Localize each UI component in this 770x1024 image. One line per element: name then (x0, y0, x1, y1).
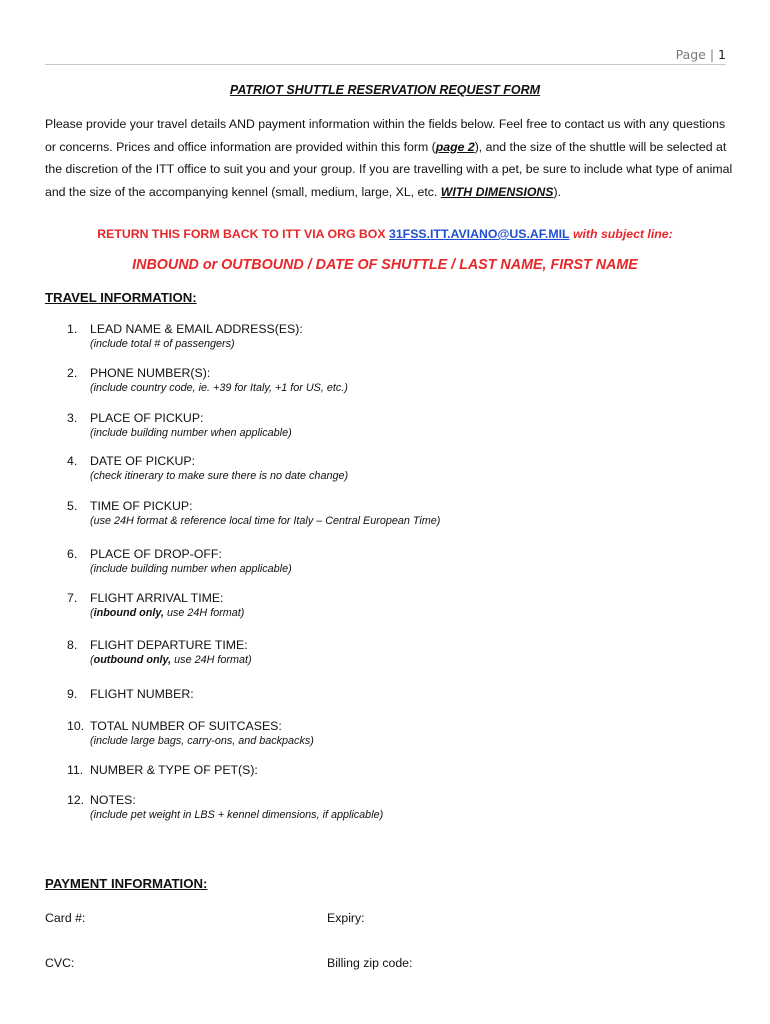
org-box-email-link[interactable]: 31FSS.ITT.AVIANO@US.AF.MIL (389, 227, 570, 241)
cvc-field[interactable]: CVC: (45, 956, 75, 970)
field-total-suitcases[interactable]: 10. TOTAL NUMBER OF SUITCASES: (include large bags, carry-ons, and backpacks) (67, 719, 314, 747)
card-number-field[interactable]: Card #: (45, 911, 86, 925)
payment-information-heading: PAYMENT INFORMATION: (45, 876, 208, 891)
page-header (45, 46, 726, 65)
form-title: PATRIOT SHUTTLE RESERVATION REQUEST FORM (229, 83, 541, 97)
intro-paragraph: Please provide your travel details AND payment information within the fields below. Feel free to contact us with any questions or concerns. Prices and office information are provided within this form (page 2), and the size of the shuttle will be selected at the discretion of the ITT office to suit you and your group. If you are travelling with a pet, be sure to include what type of animal and the size of the accompanying kennel (small, medium, large, XL, etc. WITH DIMENSIONS). (45, 117, 733, 199)
billing-zip-field[interactable]: Billing zip code: (327, 956, 413, 970)
field-flight-number[interactable]: 9. FLIGHT NUMBER: (67, 687, 194, 701)
page-2-reference: page 2 (435, 139, 475, 154)
field-place-of-pickup[interactable]: 3. PLACE OF PICKUP: (include building number when applicable) (67, 411, 292, 439)
with-dimensions-emphasis: WITH DIMENSIONS (440, 184, 554, 199)
field-notes[interactable]: 12. NOTES: (include pet weight in LBS + kennel dimensions, if applicable) (67, 793, 384, 821)
return-instructions: RETURN THIS FORM BACK TO ITT VIA ORG BOX 31FSS.ITT.AVIANO@US.AF.MIL with subject line: (97, 227, 673, 241)
field-date-of-pickup[interactable]: 4. DATE OF PICKUP: (check itinerary to make sure there is no date change) (67, 454, 349, 482)
field-time-of-pickup[interactable]: 5. TIME OF PICKUP: (use 24H format & reference local time for Italy – Central European Time) (67, 499, 441, 527)
field-flight-arrival-time[interactable]: 7. FLIGHT ARRIVAL TIME: (inbound only, use 24H format) (67, 591, 245, 619)
subject-line-format: INBOUND or OUTBOUND / DATE OF SHUTTLE / LAST NAME, FIRST NAME (132, 257, 638, 273)
field-flight-departure-time[interactable]: 8. FLIGHT DEPARTURE TIME: (outbound only, use 24H format) (67, 638, 252, 666)
field-place-of-drop-off[interactable]: 6. PLACE OF DROP-OFF: (include building number when applicable) (67, 547, 292, 575)
field-pets[interactable]: 11. NUMBER & TYPE OF PET(S): (67, 763, 258, 777)
page-number: Page | 1 (675, 47, 726, 62)
travel-fields-list (45, 322, 725, 833)
field-phone-numbers[interactable]: 2. PHONE NUMBER(S): (include country code, ie. +39 for Italy, +1 for US, etc.) (67, 366, 348, 394)
travel-information-heading: TRAVEL INFORMATION: (45, 290, 197, 305)
field-lead-name[interactable]: 1. LEAD NAME & EMAIL ADDRESS(ES): (include total # of passengers) (67, 322, 303, 350)
expiry-field[interactable]: Expiry: (327, 911, 365, 925)
